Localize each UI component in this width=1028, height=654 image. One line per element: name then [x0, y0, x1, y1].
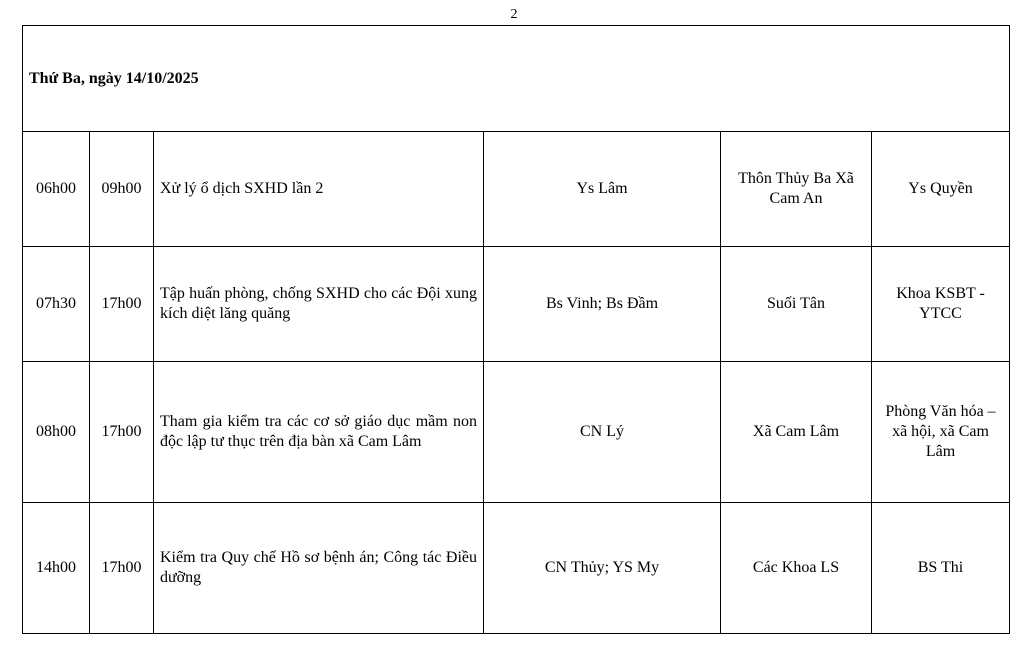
coordinator-cell: BS Thi — [872, 503, 1010, 634]
person-cell: CN Lý — [484, 362, 721, 503]
table-row — [23, 503, 1010, 634]
start-time-cell: 08h00 — [23, 362, 90, 503]
place-cell: Thôn Thủy Ba Xã Cam An — [721, 132, 872, 247]
start-time-cell: 14h00 — [23, 503, 90, 634]
person-cell: Bs Vinh; Bs Đầm — [484, 247, 721, 362]
start-time-cell: 06h00 — [23, 132, 90, 247]
task-cell: Xử lý ổ dịch SXHD lần 2 — [154, 132, 484, 247]
person-cell: CN Thủy; YS My — [484, 503, 721, 634]
place-cell: Suối Tân — [721, 247, 872, 362]
end-time-cell: 09h00 — [90, 132, 154, 247]
start-time-cell: 07h30 — [23, 247, 90, 362]
table-row — [23, 132, 1010, 247]
day-header-row — [23, 26, 1010, 132]
task-cell: Kiểm tra Quy chế Hồ sơ bệnh án; Công tác Điều dưỡng — [154, 503, 484, 634]
task-cell: Tập huấn phòng, chống SXHD cho các Đội xung kích diệt lăng quăng — [154, 247, 484, 362]
person-cell: Ys Lâm — [484, 132, 721, 247]
task-cell: Tham gia kiểm tra các cơ sở giáo dục mầm non độc lập tư thục trên địa bàn xã Cam Lâm — [154, 362, 484, 503]
end-time-cell: 17h00 — [90, 503, 154, 634]
coordinator-cell: Khoa KSBT - YTCC — [872, 247, 1010, 362]
coordinator-cell: Ys Quyền — [872, 132, 1010, 247]
page-number: 2 — [510, 7, 518, 22]
schedule-table — [22, 25, 1010, 634]
table-row — [23, 247, 1010, 362]
place-cell: Các Khoa LS — [721, 503, 872, 634]
place-cell: Xã Cam Lâm — [721, 362, 872, 503]
table-row — [23, 362, 1010, 503]
end-time-cell: 17h00 — [90, 247, 154, 362]
coordinator-cell: Phòng Văn hóa – xã hội, xã Cam Lâm — [872, 362, 1010, 503]
end-time-cell: 17h00 — [90, 362, 154, 503]
day-header: Thứ Ba, ngày 14/10/2025 — [23, 26, 1010, 132]
